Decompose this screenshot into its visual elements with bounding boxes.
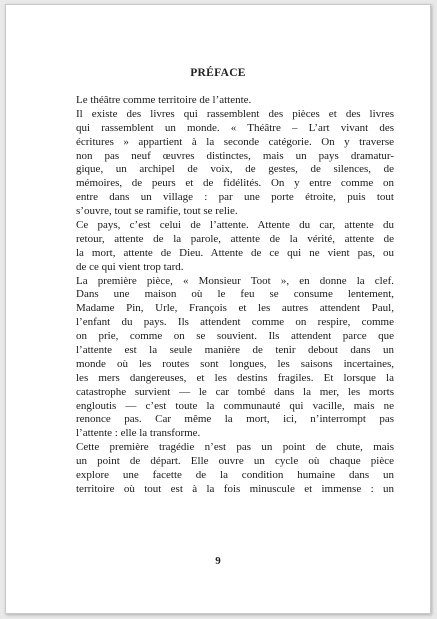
text-line: La première pièce, « Monsieur Toot », en donne la clef. (76, 274, 394, 287)
text-line: engloutis — c’est toute la communauté qui vacille, mais ne (76, 399, 394, 412)
text-line: de ce qui vient trop tard. (76, 260, 184, 273)
text-line: monde où les routes sont longues, les saisons incertaines, (76, 357, 394, 370)
text-line: Ce pays, c’est celui de l’attente. Attente du car, attente du (76, 219, 394, 232)
body-text (76, 94, 394, 497)
text-line: qui rassemblent un monde. « Théâtre – L’art vivant des (76, 121, 394, 134)
text-line: on prie, comme on se souvient. Ils attendent parce que (76, 330, 394, 343)
text-line: les mers dangereuses, et les destins fragiles. Et lorsque la (76, 371, 394, 384)
text-line: retour, attente de la parole, attente de la vérité, attente de (76, 232, 394, 245)
text-line: renonce pas. Car même la mort, ici, n’interrompt pas (76, 413, 394, 426)
page-title: PRÉFACE (190, 67, 246, 79)
text-line: s’ouvre, tout se ramifie, tout se relie. (76, 205, 238, 218)
text-line: Il existe des livres qui rassemblent des pièces et des livres (76, 107, 394, 120)
text-line: l’enfant du pays. Ils attendent comme on respire, comme (76, 316, 394, 329)
text-line: entre dans un village : par une porte étroite, puis tout (76, 191, 394, 204)
text-line: Cette première tragédie n’est pas un point de chute, mais (76, 441, 394, 454)
text-line: Dans une maison où le feu se consume lentement, (76, 288, 394, 301)
text-line: écritures » appartient à la seconde catégorie. On y traverse (76, 135, 394, 148)
text-line: territoire où tout est à la fois minuscule et immense : un (76, 482, 394, 495)
text-line: Le théâtre comme territoire de l’attente. (76, 94, 252, 106)
text-line: mémoires, de peurs et de fidélités. On y entre comme on (76, 177, 394, 190)
text-line: explore une facette de la condition humaine dans un (76, 469, 394, 482)
text-line: gique, un archipel de voix, de gestes, de silences, de (76, 163, 394, 176)
document-page (5, 4, 431, 614)
text-line: catastrophe survient — le car tombé dans la mer, les morts (76, 385, 394, 398)
text-line: l’attente : elle la transforme. (76, 427, 201, 440)
page-number: 9 (215, 555, 221, 567)
text-line: non pas neuf œuvres distinctes, mais un pays dramatur- (76, 149, 394, 162)
text-line: un point de départ. Elle ouvre un cycle où chaque pièce (76, 455, 394, 468)
text-line: Madame Pin, Urle, François et les autres attendent Paul, (76, 302, 394, 315)
text-line: la mort, attente de Dieu. Attente de ce qui ne vient pas, ou (76, 246, 394, 259)
text-line: l’attente est la seule manière de tenir debout dans un (76, 344, 394, 357)
